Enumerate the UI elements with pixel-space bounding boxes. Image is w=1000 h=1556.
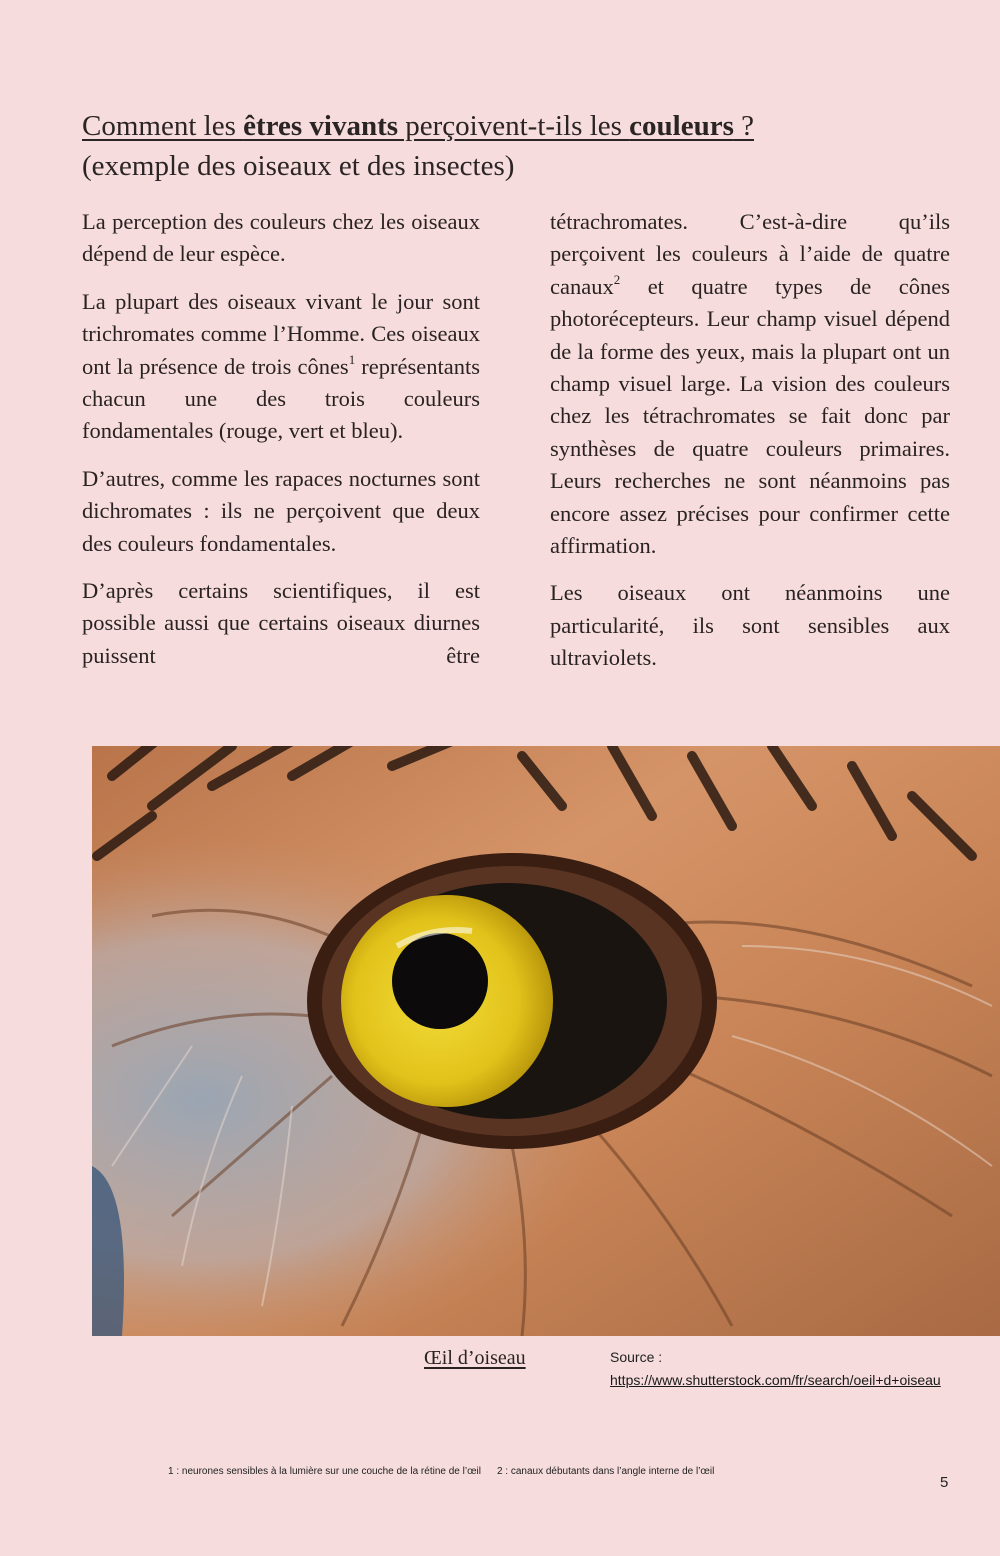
title-line-2: (exemple des oiseaux et des insectes) [82,150,515,182]
title-bold-colors: couleurs [629,110,734,142]
left-text-column [82,206,480,687]
paragraph: La perception des couleurs chez les oiseaux dépend de leur espèce. [82,209,480,267]
page-number: 5 [940,1474,949,1491]
title-text: ? [733,110,754,142]
title-text: perçoivent-t-ils les [398,110,630,142]
paragraph: D’après certains scientifiques, il est possible aussi que certains oiseaux diurnes puissent être [82,578,480,668]
source-label: Source : [610,1349,663,1365]
paragraph-text: et quatre types de cônes photorécepteurs. Leur champ visuel dépend de la forme des yeux, mais la plupart ont un champ visuel large. La vision des couleurs chez les tétrachromates se fait donc par synthèses de quatre couleurs primaires. Leurs recherches ne sont néanmoins pas encore assez précises pour confirmer cette affirmation. [550,273,950,559]
footnote-1: 1 : neurones sensibles à la lumière sur une couche de la rétine de l’œil [168,1466,481,1477]
bird-eye-photo [92,746,1000,1336]
title-line-1 [82,106,942,146]
title-bold-living-beings: êtres vivants [243,110,399,142]
right-text-column [550,206,950,690]
paragraph: Les oiseaux ont néanmoins une particularité, ils sont sensibles aux ultraviolets. [550,580,950,671]
footnotes [168,1466,714,1477]
bird-eye-illustration [92,746,1000,1336]
source-link[interactable]: https://www.shutterstock.com/fr/search/oeil+d+oiseau [610,1372,941,1388]
paragraph-text: La plupart des oiseaux vivant le jour sont trichromates comme l’Homme. Ces oiseaux ont la présence de trois cônes [82,288,480,379]
footnote-ref-2: 2 [613,272,621,288]
footnote-2: 2 : canaux débutants dans l’angle interne de l’œil [496,1466,715,1477]
paragraph [550,206,950,562]
paragraph-text: tétrachromates. C’est-à-dire qu’ils perçoivent les couleurs à l’aide de quatre canaux [550,209,950,299]
page-title [82,106,942,186]
paragraph-text: représentants chacun une des trois couleurs fondamentales (rouge, vert et bleu). [82,353,480,444]
figure-caption: Œil d’oiseau [424,1347,526,1369]
footnote-ref-1: 1 [348,352,356,368]
paragraph: D’autres, comme les rapaces nocturnes sont dichromates : ils ne perçoivent que deux des couleurs fondamentales. [82,465,480,556]
paragraph [82,286,480,448]
title-text: Comment les [82,110,244,142]
